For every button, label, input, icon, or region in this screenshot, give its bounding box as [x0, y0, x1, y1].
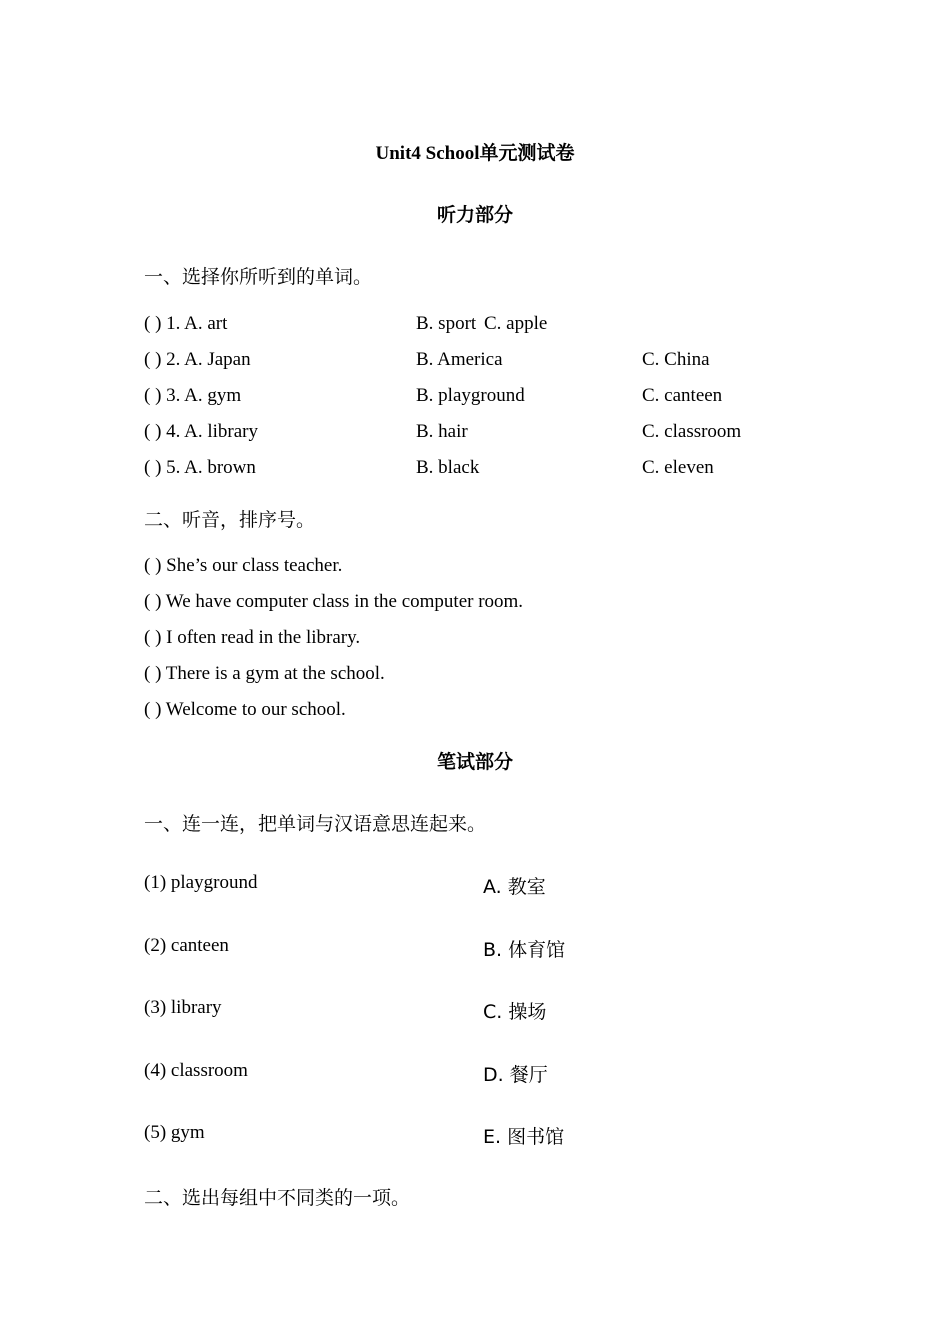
choice-option-b-5: B. black: [416, 457, 480, 478]
match-right-c: C. 操场: [483, 1001, 547, 1023]
match-right-a: A. 教室: [483, 876, 546, 898]
listening-section-title: 听力部分: [436, 204, 513, 226]
writing-part2-heading: 二、选出每组中不同类的一项。: [144, 1187, 411, 1209]
choice-question-1: ( ) 1. A. art: [144, 313, 228, 334]
match-left-1: (1) playground: [144, 872, 258, 893]
choice-option-c-1: C. apple: [484, 313, 548, 334]
listening-part1-heading: 一、选择你所听到的单词。: [144, 266, 373, 288]
choice-option-c-2: C. China: [642, 349, 710, 370]
listening-part2-heading: 二、听音，排序号。: [144, 509, 316, 531]
match-left-4: (4) classroom: [144, 1060, 248, 1081]
choice-question-5: ( ) 5. A. brown: [144, 457, 256, 478]
choice-question-4: ( ) 4. A. library: [144, 421, 258, 442]
match-left-2: (2) canteen: [144, 935, 229, 956]
choice-option-b-3: B. playground: [416, 385, 525, 406]
writing-section-title: 笔试部分: [436, 751, 513, 773]
order-item-2: ( ) We have computer class in the computer room.: [144, 591, 524, 612]
match-left-5: (5) gym: [144, 1122, 205, 1143]
choice-option-c-3: C. canteen: [642, 385, 723, 406]
order-item-3: ( ) I often read in the library.: [144, 627, 361, 648]
match-right-d: D. 餐厅: [483, 1064, 548, 1086]
choice-question-3: ( ) 3. A. gym: [144, 385, 242, 406]
choice-option-c-4: C. classroom: [642, 421, 742, 442]
match-right-b: B. 体育馆: [483, 939, 566, 961]
choice-question-2: ( ) 2. A. Japan: [144, 349, 251, 370]
page-title: Unit4 School单元测试卷: [375, 143, 575, 164]
match-left-3: (3) library: [144, 997, 222, 1018]
choice-option-b-4: B. hair: [416, 421, 468, 442]
order-item-4: ( ) There is a gym at the school.: [144, 663, 385, 684]
choice-option-b-1: B. sport: [416, 313, 477, 334]
order-item-1: ( ) She’s our class teacher.: [144, 555, 343, 576]
order-item-5: ( ) Welcome to our school.: [144, 699, 346, 720]
choice-option-b-2: B. America: [416, 349, 503, 370]
choice-option-c-5: C. eleven: [642, 457, 714, 478]
writing-part1-heading: 一、连一连，把单词与汉语意思连起来。: [144, 813, 487, 835]
match-right-e: E. 图书馆: [483, 1126, 565, 1148]
